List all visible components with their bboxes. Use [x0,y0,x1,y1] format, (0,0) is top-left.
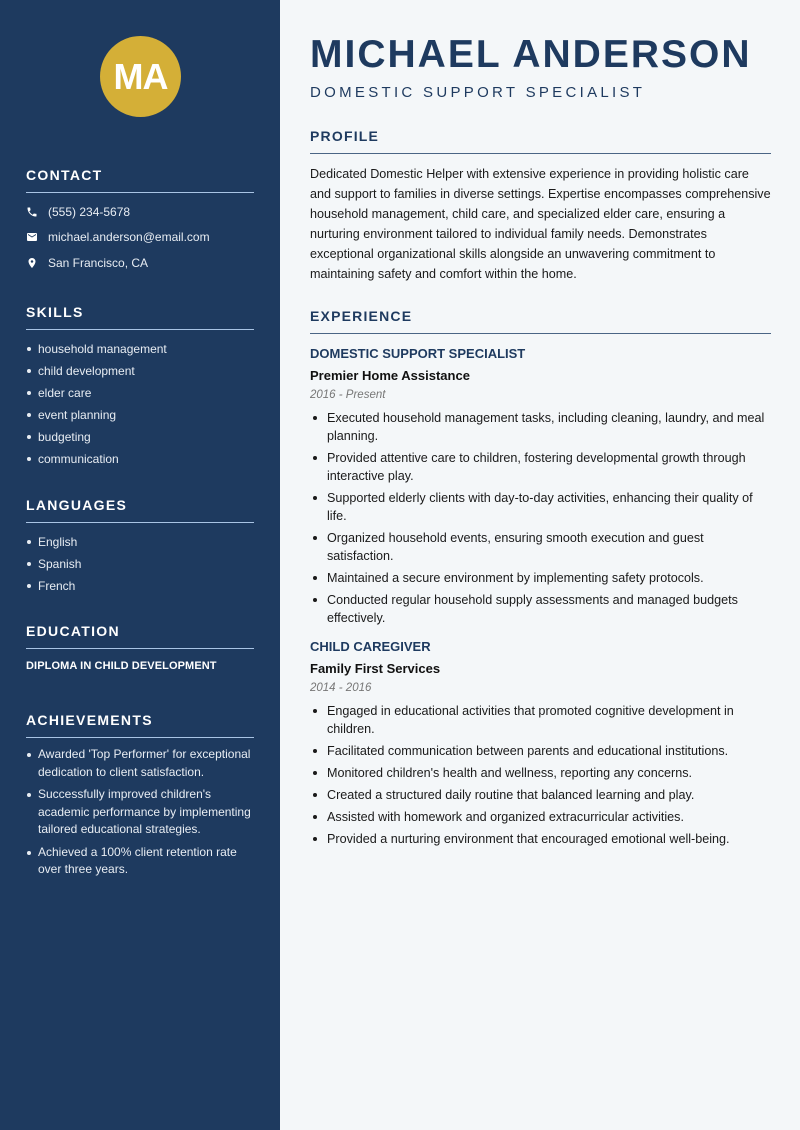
languages-section [26,497,254,597]
job-bullet: Facilitated communication between parents and educational institutions. [310,742,771,760]
skill-item: budgeting [26,426,254,448]
job-dates: 2014 - 2016 [310,682,372,694]
job-entry [310,346,771,627]
language-item: French [26,575,254,597]
job-bullets [310,409,771,627]
sidebar [0,0,280,1130]
achievements-list [26,746,254,879]
job-bullet: Engaged in educational activities that promoted cognitive development in children. [310,702,771,738]
achievement-item: Awarded 'Top Performer' for exceptional dedication to client satisfaction. [26,746,254,781]
candidate-title: DOMESTIC SUPPORT SPECIALIST [310,84,646,101]
job-dates: 2016 - Present [310,389,386,401]
email-icon [26,231,48,243]
language-item: Spanish [26,553,254,575]
phone-icon [26,206,48,218]
job-bullet: Supported elderly clients with day-to-day activities, enhancing their quality of life. [310,489,771,525]
contact-phone[interactable] [26,199,254,225]
profile-text: Dedicated Domestic Helper with extensive experience in providing holistic care and support to families in diverse settings. Expertise encompasses comprehensive household management, child care, and specialized elder care, ensuring a nurturing environment tailored to individual family needs. Demonstrates exceptional organizational skills alongside an unwavering commitment to maintaining safety and comfort within the home. [310,167,771,281]
avatar [100,36,181,117]
experience-heading: EXPERIENCE [310,308,771,334]
achievement-item: Successfully improved children's academic performance by implementing tailored educational strategies. [26,786,254,839]
education-heading: EDUCATION [26,623,254,649]
candidate-name: MICHAEL ANDERSON [310,33,752,76]
job-bullet: Provided a nurturing environment that encouraged emotional well-being. [310,830,771,848]
job-bullet: Conducted regular household supply assessments and managed budgets effectively. [310,591,771,627]
job-company: Family First Services [310,661,441,676]
experience-section [310,308,771,852]
job-bullet: Assisted with homework and organized extracurricular activities. [310,808,771,826]
job-bullet: Organized household events, ensuring smooth execution and guest satisfaction. [310,529,771,565]
achievement-item: Achieved a 100% client retention rate over three years. [26,844,254,879]
avatar-initials: MA [113,55,168,97]
education-section [26,623,254,672]
job-entry [310,639,771,848]
languages-list [26,531,254,597]
contact-location-text: San Francisco, CA [48,255,149,270]
skills-heading: SKILLS [26,304,254,330]
skill-item: elder care [26,382,254,404]
language-item: English [26,531,254,553]
skill-item: household management [26,338,254,360]
skill-item: child development [26,360,254,382]
skills-section [26,304,254,470]
contact-section [26,167,254,276]
achievements-heading: ACHIEVEMENTS [26,712,254,738]
job-bullet: Monitored children's health and wellness, reporting any concerns. [310,764,771,782]
profile-section [310,128,771,284]
job-role: DOMESTIC SUPPORT SPECIALIST [310,346,526,361]
job-bullet: Created a structured daily routine that balanced learning and play. [310,786,771,804]
languages-heading: LANGUAGES [26,497,254,523]
job-bullet: Maintained a secure environment by implementing safety protocols. [310,569,771,587]
skills-list [26,338,254,470]
job-bullets [310,702,771,848]
job-role: CHILD CAREGIVER [310,639,431,654]
achievements-section [26,712,254,884]
profile-heading: PROFILE [310,128,771,154]
education-degree: DIPLOMA IN CHILD DEVELOPMENT [26,660,217,672]
skill-item: communication [26,448,254,470]
job-bullet: Executed household management tasks, including cleaning, laundry, and meal planning. [310,409,771,445]
contact-location [26,250,254,276]
contact-email[interactable] [26,225,254,251]
contact-email-text: michael.anderson@email.com [48,230,210,245]
job-company: Premier Home Assistance [310,368,470,383]
contact-phone-text: (555) 234-5678 [48,204,131,219]
skill-item: event planning [26,404,254,426]
job-bullet: Provided attentive care to children, fostering developmental growth through interactive play. [310,449,771,485]
location-pin-icon [26,257,48,269]
contact-heading: CONTACT [26,167,254,193]
